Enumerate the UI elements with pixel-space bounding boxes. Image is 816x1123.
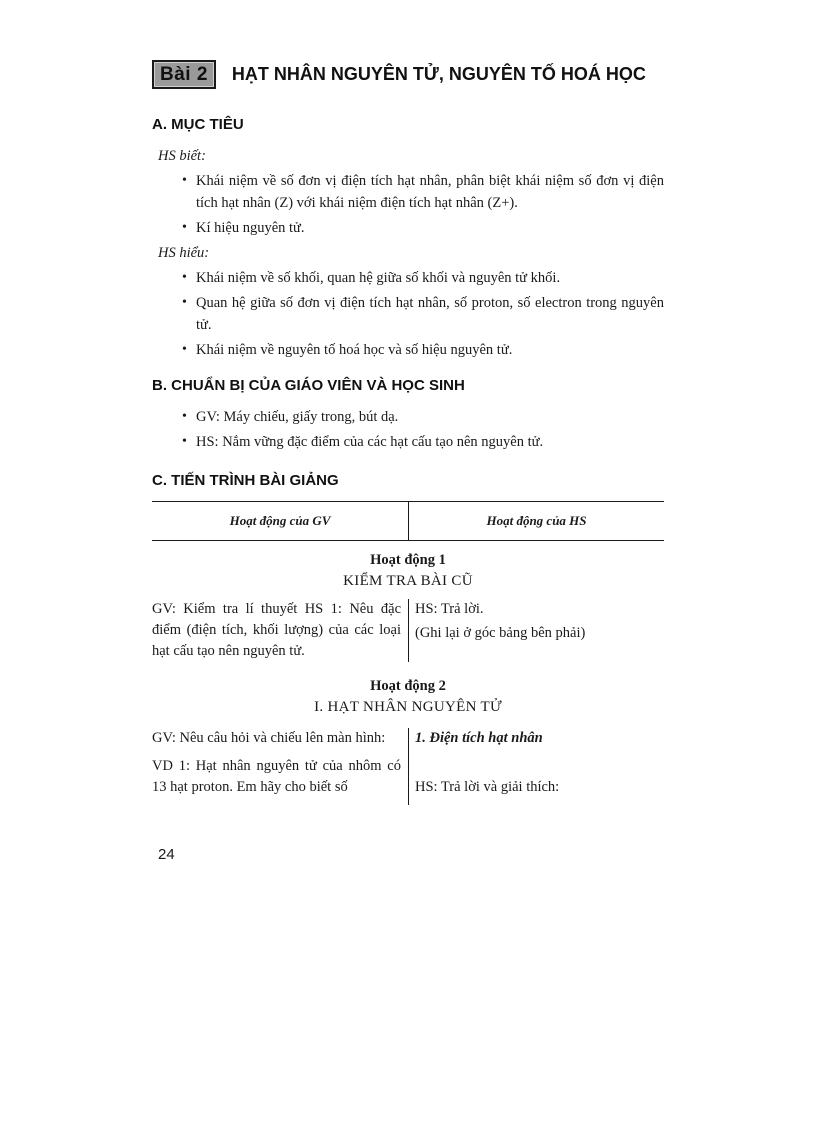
lesson-badge: Bài 2: [152, 60, 216, 89]
activity-2-label: Hoạt động 2: [370, 678, 446, 694]
section-a-body: [158, 145, 664, 364]
section-c-heading: C. TIẾN TRÌNH BÀI GIẢNG: [152, 472, 339, 489]
page-number: 24: [158, 846, 175, 863]
activity-2-title: [152, 676, 664, 718]
list-item: • GV: Máy chiếu, giấy trong, bút dạ.: [172, 406, 664, 428]
section-a-heading: A. MỤC TIÊU: [152, 116, 244, 133]
column-header-gv: Hoạt động của GV: [152, 502, 409, 540]
activity-1-title: [152, 550, 664, 592]
activity-1-label: Hoạt động 1: [370, 552, 446, 568]
hs-hieu-label: HS hiểu:: [158, 245, 210, 261]
list-item: • Khái niệm về nguyên tố hoá học và số hiệu nguyên tử.: [172, 339, 664, 361]
activity-2-row: [152, 728, 664, 805]
activity-2-hs-cell: [409, 728, 664, 805]
activity-2-subtitle: I. HẠT NHÂN NGUYÊN TỬ: [314, 699, 502, 715]
hs-note-line: (Ghi lại ở góc bảng bên phải): [415, 625, 586, 641]
column-header-hs: Hoạt động của HS: [486, 513, 587, 528]
activity-1-row: [152, 599, 664, 662]
list-item: • Quan hệ giữa số đơn vị điện tích hạt nhân, số proton, số electron trong nguyên tử.: [172, 292, 664, 336]
activity-2-gv-cell: [152, 728, 409, 805]
list-item: • Khái niệm về số khối, quan hệ giữa số khối và nguyên tử khối.: [172, 267, 664, 289]
hs-biet-label: HS biết:: [158, 148, 206, 164]
lesson-header: [152, 56, 664, 92]
preparation-list: [172, 406, 664, 453]
hs-hieu-list: [172, 267, 664, 361]
hs-subheading: 1. Điện tích hạt nhân: [415, 730, 543, 746]
gv-paragraph: VD 1: Hạt nhân nguyên tử của nhôm có 13 hạt proton. Em hãy cho biết số: [152, 758, 401, 795]
lesson-title: HẠT NHÂN NGUYÊN TỬ, NGUYÊN TỐ HOÁ HỌC: [231, 63, 646, 84]
gv-paragraph: GV: Nêu câu hỏi và chiếu lên màn hình:: [152, 730, 386, 746]
section-b-heading: B. CHUẨN BỊ CỦA GIÁO VIÊN VÀ HỌC SINH: [152, 377, 465, 394]
activity-table-header: [152, 501, 664, 541]
activity-1-hs-cell: [409, 599, 664, 662]
hs-biet-list: [172, 170, 664, 239]
section-b-body: [172, 406, 664, 456]
activity-1-gv-cell: GV: Kiểm tra lí thuyết HS 1: Nêu đặc điểm (điện tích, khối lượng) của các loại hạt cấu tạo nên nguyên tử.: [152, 599, 409, 662]
list-item: • Khái niệm về số đơn vị điện tích hạt nhân, phân biệt khái niệm số đơn vị điện tích hạt nhân (Z) với khái niệm điện tích hạt nhân (Z+).: [172, 170, 664, 214]
hs-paragraph: HS: Trả lời và giải thích:: [415, 779, 560, 795]
hs-answer-line: HS: Trả lời.: [415, 601, 484, 617]
textbook-page: [152, 56, 664, 795]
activity-1-subtitle: KIỂM TRA BÀI CŨ: [343, 573, 473, 589]
list-item: • Kí hiệu nguyên tử.: [172, 217, 664, 239]
list-item: • HS: Nắm vững đặc điểm của các hạt cấu tạo nên nguyên tử.: [172, 431, 664, 453]
